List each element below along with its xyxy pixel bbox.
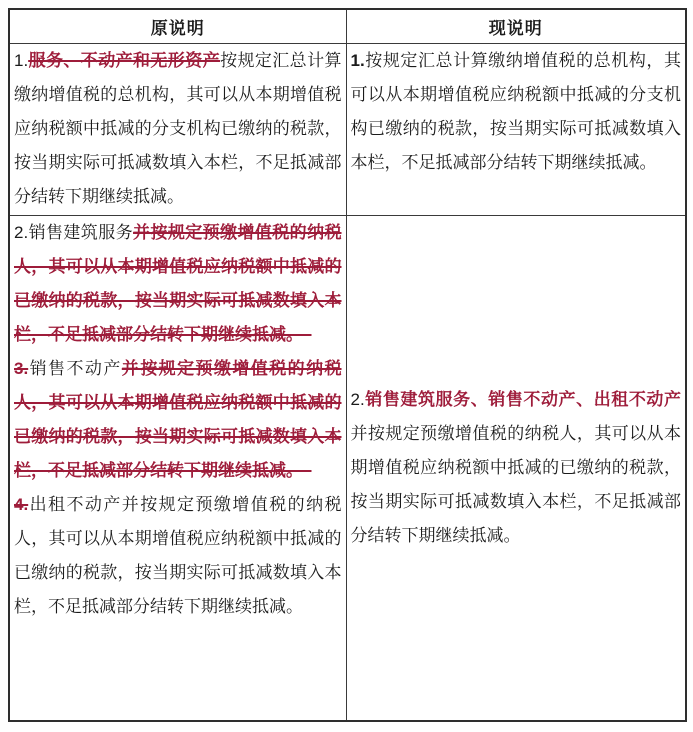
comparison-table: [8, 8, 687, 722]
text-segment: 并按规定预缴增值税的纳税人，其可以从本期增值税应纳税额中抵减的已缴纳的税款，按当期实际可抵减数填入本栏，不足抵减部分结转下期继续抵减。: [14, 222, 342, 344]
paragraph-original-item2: [14, 216, 342, 352]
cell-current-item2: [346, 215, 686, 721]
text-segment: 销售建筑服务、销售不动产、出租不动产: [364, 389, 681, 409]
text-segment: 2.: [350, 389, 365, 409]
paragraph-original-item1: [14, 44, 342, 214]
text-segment: 1.: [14, 50, 29, 70]
paragraph-original-item3: [14, 352, 342, 488]
text-segment: 并按规定预缴增值税的纳税人，其可以从本期增值税应纳税额中抵减的已缴纳的税款，按当期实际可抵减数填入本栏，不足抵减部分结转下期继续抵减。: [14, 358, 342, 480]
paragraph-current-item1: [351, 44, 682, 180]
text-segment: 按规定汇总计算缴纳增值税的总机构，其可以从本期增值税应纳税额中抵减的分支机构已缴纳的税款，按当期实际可抵减数填入本栏，不足抵减部分结转下期继续抵减。: [14, 50, 342, 206]
text-segment: 4.: [14, 494, 29, 514]
text-segment: 出租不动产并按规定预缴增值税的纳税人，其可以从本期增值税应纳税额中抵减的已缴纳的税款，按当期实际可抵减数填入本栏，不足抵减部分结转下期继续抵减。: [14, 494, 342, 616]
text-segment: 并按规定预缴增值税的纳税人，其可以从本期增值税应纳税额中抵减的已缴纳的税款，按当期实际可抵减数填入本栏，不足抵减部分结转下期继续抵减。: [350, 423, 681, 545]
header-cell-original: 原说明: [9, 9, 346, 43]
cell-current-item1: [346, 43, 686, 215]
header-cell-current: 现说明: [346, 9, 686, 43]
text-segment: 销售不动产: [28, 358, 122, 378]
table-header-row: [9, 9, 686, 43]
paragraph-current-item2: [351, 383, 682, 553]
text-segment: 1.: [350, 50, 365, 70]
text-segment: 按规定汇总计算缴纳增值税的总机构，其可以从本期增值税应纳税额中抵减的分支机构已缴纳的税款，按当期实际可抵减数填入本栏，不足抵减部分结转下期继续抵减。: [350, 50, 681, 172]
cell-original-item1: [9, 43, 346, 215]
table-row-items2-4: [9, 215, 686, 721]
text-segment: 服务、不动产和无形资产: [28, 50, 221, 70]
text-segment: 2.销售建筑服务: [14, 222, 134, 242]
paragraph-original-item4: [14, 488, 342, 624]
cell-original-items2-4: [9, 215, 346, 721]
table-row-item1: [9, 43, 686, 215]
text-segment: 3.: [14, 358, 29, 378]
